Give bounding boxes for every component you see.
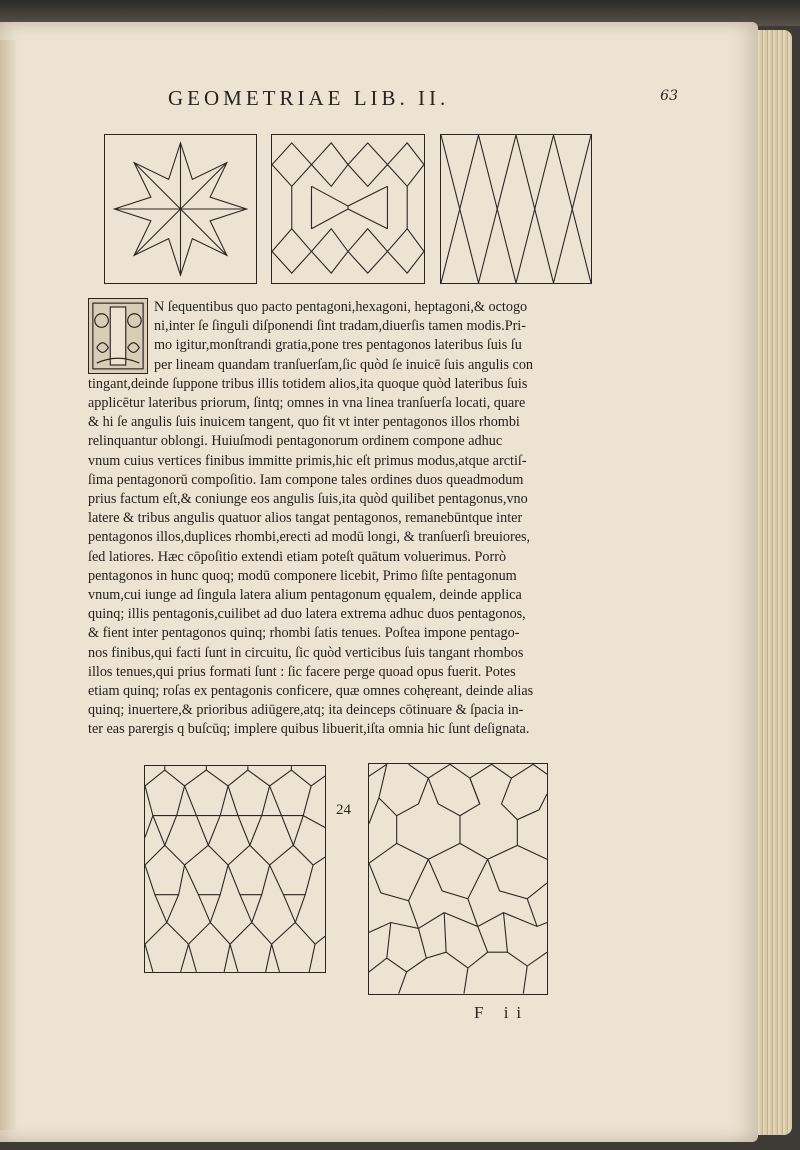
text-line: & fient inter pentagonos quinq; rhombi ſatis tenues. Poſtea impone pentago-: [88, 625, 520, 642]
text-line: N ſequentibus quo pacto pentagoni,hexagoni, heptagoni,& octogo: [154, 299, 528, 315]
text-line: tingant,deinde ſuppone tribus illis totidem alios,ita quoque quòd lateribus ſuis: [88, 375, 528, 392]
text-line: prius factum eſt,& coniunge eos angulis ſuis,ita quòd quilibet pentagonus,vno: [88, 491, 528, 508]
text-line: vnum,cui iunge ad ſingula latera alium pentagonum ęqualem, deinde applica: [88, 587, 522, 604]
text-line: relinquantur oblongi. Huiuſmodi pentagonorum ordinem compone adhuc: [88, 433, 503, 450]
pentagon-tiling-right: [368, 763, 548, 995]
text-line: pentagonos illos,duplices rhombi,erecti ad modū longi, & tranſuerſi breuiores,: [88, 529, 531, 546]
folio-number: 63: [660, 88, 678, 104]
text-line: per lineam quandam tranſuerſam,ſic quòd ſe inuicē ſuis angulis con: [154, 356, 534, 373]
text-line: & hi ſe angulis ſuis inuicem tangent, quo fit vt inter pentagonos illos rhombi: [88, 414, 520, 431]
text-line: mo igitur,monſtrandi gratia,pone tres pentagonos lateribus ſuis ſu: [154, 337, 522, 354]
text-line: ni,inter ſe ſinguli diſponendi ſint tradam,diuerſis tamen modis.Pri-: [154, 318, 526, 335]
text-line: pentagonos in hunc quoq; modū componere licebit, Primo ſiſte pentagonum: [88, 567, 517, 584]
figure-number: 24: [336, 802, 351, 818]
signature-mark: F ii: [474, 1003, 530, 1022]
text-line: etiam quinq; roſas ex pentagonis conficere, quæ omnes cohęreant, deinde alias: [88, 683, 534, 700]
text-line: ſima pentagonorū compoſitio. Iam compone tales ordines duos queadmodum: [88, 471, 524, 488]
pentagon-tiling-left: [144, 765, 326, 973]
eight-point-star-figure: [104, 134, 257, 284]
text-line: illos tenues,qui prius formati ſunt : ſic facere perge quoad opus fuerit. Potes: [88, 663, 516, 680]
text-line: quinq; illis pentagonis,cuilibet ad duo latera extrema adhuc duos pentagonos,: [88, 606, 526, 623]
page-gutter: [0, 40, 16, 1130]
rhombus-hexagon-figure: [271, 134, 425, 284]
text-line: latere & tribus angulis quatuor alios tangat pentagonos, remanebūntque inter: [88, 510, 523, 527]
page-header: [168, 86, 678, 116]
text-line: nos finibus,qui facti ſunt in circuitu, ſic quòd verticibus ſuis tangant rhombos: [88, 644, 524, 661]
elongated-diamond-figure: [440, 134, 592, 284]
body-text: [88, 298, 600, 740]
text-line: vnum cuius vertices finibus immitte primis,hic eſt primus modus,atque arctiſ-: [88, 452, 527, 469]
text-line: quinq; inuertere,& prioribus adiūgere,atq; ita deinceps cōtinuare & ſpacia in-: [88, 702, 524, 719]
running-title: GEOMETRIAE LIB. II.: [168, 86, 450, 110]
text-line: applicētur lateribus priorum, ſintq; omnes in vna linea tranſuerſa locati, quare: [88, 395, 526, 412]
text-line: ter eas parergis q buſcūq; implere quibus libuerit,iſta omnia hic ſunt deſignata.: [88, 721, 530, 738]
text-line: ſed latiores. Hæc cōpoſitio extendi etiam poteſt quātum voluerimus. Porrò: [88, 548, 507, 565]
